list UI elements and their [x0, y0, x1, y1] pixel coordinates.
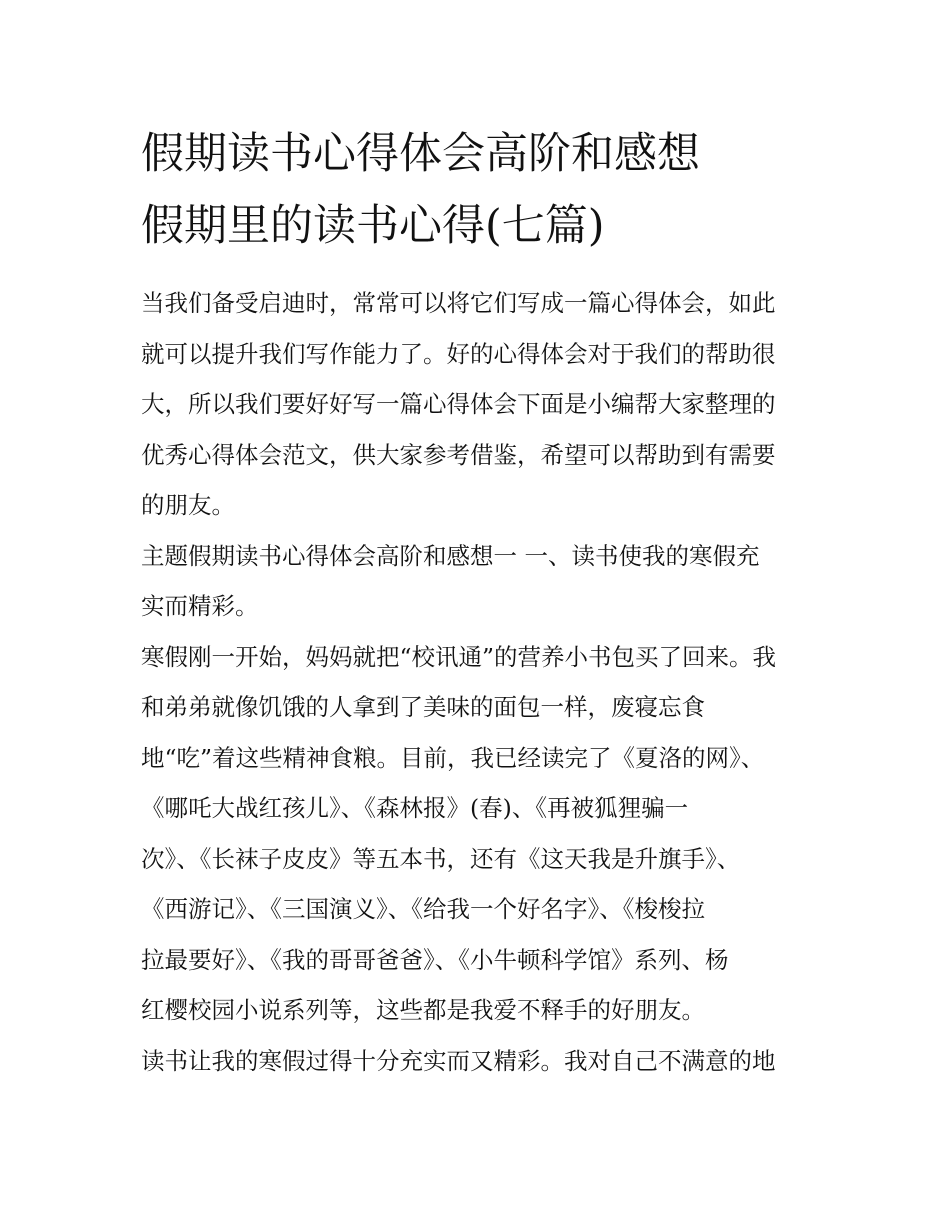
document-body — [141, 278, 813, 1086]
text-line: 次》、《长袜子皮皮》等五本书，还有《这天我是升旗手》、 — [141, 844, 741, 873]
intro-paragraph — [141, 278, 813, 531]
document-title — [141, 118, 813, 262]
text-line: 地“吃”着这些精神食粮。目前，我已经读完了《夏洛的网》、 — [141, 743, 765, 772]
text-line: 大，所以我们要好好写一篇心得体会下面是小编帮大家整理的 — [141, 390, 776, 418]
text-line: 和弟弟就像饥饿的人拿到了美味的面包一样，废寝忘食 — [141, 693, 705, 721]
title-line: 假期里的读书心得(七篇) — [141, 201, 605, 251]
text-line: 优秀心得体会范文，供大家参考借鉴，希望可以帮助到有需要 — [141, 440, 776, 469]
text-line: 实而精彩。 — [141, 592, 259, 620]
text-line: 当我们备受启迪时，常常可以将它们写成一篇心得体会，如此 — [141, 289, 776, 317]
text-line: 寒假刚一开始，妈妈就把“校讯通”的营养小书包买了回来。我 — [141, 642, 777, 671]
reading-list-paragraph — [141, 632, 813, 1036]
title-line: 假期读书心得体会高阶和感想 — [141, 129, 700, 179]
text-line: 就可以提升我们写作能力了。好的心得体会对于我们的帮助很 — [141, 339, 776, 368]
document-content — [141, 118, 813, 1086]
text-line: 读书让我的寒假过得十分充实而又精彩。我对自己不满意的地 — [141, 1046, 776, 1075]
text-line: 的朋友。 — [141, 491, 235, 519]
text-line: 红樱校园小说系列等，这些都是我爱不释手的好朋友。 — [141, 996, 705, 1024]
text-line: 《哪吒大战红孩儿》、《森林报》(春)、《再被狐狸骗一 — [141, 794, 689, 822]
section-heading-paragraph — [141, 531, 813, 632]
text-line: 拉最要好》、《我的哥哥爸爸》、《小牛顿科学馆》系列、杨 — [141, 945, 729, 974]
closing-paragraph — [141, 1036, 813, 1087]
text-line: 《西游记》、《三国演义》、《给我一个好名字》、《梭梭拉 — [141, 895, 705, 923]
text-line: 主题假期读书心得体会高阶和感想一 一、读书使我的寒假充 — [141, 541, 760, 570]
